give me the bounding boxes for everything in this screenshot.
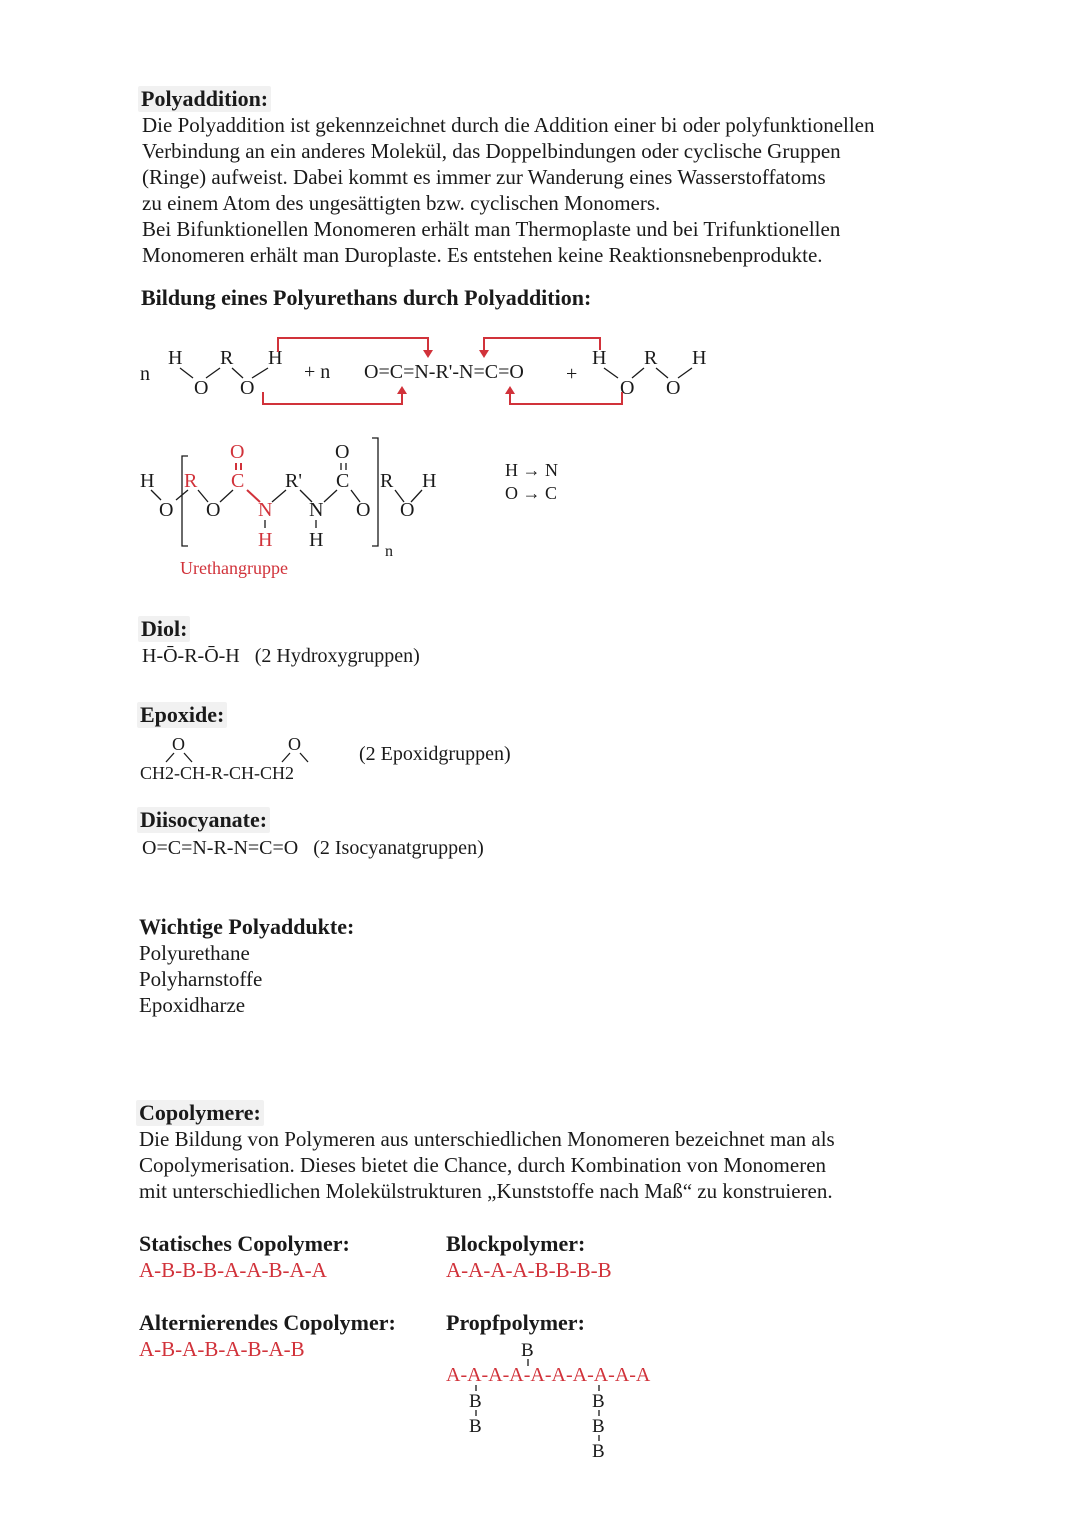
alternierend-sequence: A-B-A-B-A-B-A-B — [139, 1337, 305, 1361]
plus-sign: + — [566, 363, 578, 385]
coefficient-n: n — [140, 363, 150, 385]
diisocyanate-formula: O=C=N-R-N=C=O — [142, 837, 299, 859]
statisch-sequence: A-B-B-B-A-A-B-A-A — [139, 1258, 327, 1282]
branch-b: B — [592, 1416, 605, 1437]
branch-b: B — [521, 1340, 534, 1361]
atom-o: O — [356, 499, 371, 521]
atom-o: O — [206, 499, 221, 521]
atom-o: O — [400, 499, 415, 521]
atom-r: R — [220, 347, 234, 369]
atom-o: O — [194, 377, 209, 399]
diol-heading: Diol: — [138, 616, 190, 642]
text-line: zu einem Atom des ungesättigten bzw. cyclischen Monomers. — [142, 191, 661, 215]
list-item: Epoxidharze — [139, 993, 246, 1017]
diol-note: (2 Hydroxygruppen) — [254, 645, 420, 667]
atom-o: O — [230, 441, 245, 463]
atom-o: O — [335, 441, 350, 463]
alternierend-title: Alternierendes Copolymer: — [139, 1310, 396, 1335]
plus-n: + n — [304, 361, 331, 383]
branch-b: B — [592, 1391, 605, 1412]
atom-r: R — [184, 470, 198, 492]
atom-o: O — [288, 734, 301, 754]
block-title: Blockpolymer: — [446, 1231, 586, 1256]
atom-r: R — [644, 347, 658, 369]
text-line: Copolymerisation. Dieses bietet die Chance, durch Kombination von Monomeren — [139, 1153, 827, 1177]
atom-r: R — [380, 470, 394, 492]
block-sequence: A-A-A-A-B-B-B-B — [446, 1258, 612, 1282]
diol-formula: H-Ō-R-Ō-H — [142, 645, 240, 667]
atom-h: H — [258, 529, 273, 551]
isocyanate-formula: O=C=N-R'-N=C=O — [364, 361, 524, 383]
propf-title: Propfpolymer: — [446, 1310, 585, 1335]
branch-b: B — [469, 1416, 482, 1437]
list-item: Polyurethane — [139, 941, 250, 965]
urethane-group-label: Urethangruppe — [180, 558, 288, 578]
atom-o: O — [172, 734, 185, 754]
copolymere-heading: Copolymere: — [136, 1100, 264, 1126]
text-line: Bei Bifunktionellen Monomeren erhält man Thermoplaste und bei Trifunktionellen — [142, 217, 841, 241]
atom-o: O — [666, 377, 681, 399]
text-line: Die Bildung von Polymeren aus unterschiedlichen Monomeren bezeichnet man als — [139, 1127, 835, 1151]
polyaddukte-heading: Wichtige Polyaddukte: — [139, 914, 355, 939]
epoxide-heading: Epoxide: — [137, 702, 227, 728]
text-line: Monomeren erhält man Duroplaste. Es entstehen keine Reaktionsnebenprodukte. — [142, 243, 823, 267]
migration-h-to-n: H → N — [505, 460, 558, 480]
atom-h: H — [692, 347, 707, 369]
graft-backbone: A-A-A-A-A-A-A-A-A-A — [446, 1364, 651, 1386]
atom-h: H — [268, 347, 283, 369]
atom-r-prime: R' — [285, 470, 302, 492]
branch-b: B — [592, 1441, 605, 1462]
atom-h: H — [140, 470, 155, 492]
diisocyanate-note: (2 Isocyanatgruppen) — [313, 837, 484, 859]
text-line: (Ringe) aufweist. Dabei kommt es immer zur Wanderung eines Wasserstoffatoms — [142, 165, 826, 189]
polyurethan-heading: Bildung eines Polyurethans durch Polyaddition: — [141, 285, 592, 310]
atom-o: O — [159, 499, 174, 521]
atom-n: N — [309, 499, 324, 521]
atom-o: O — [620, 377, 635, 399]
branch-b: B — [469, 1391, 482, 1412]
migration-o-to-c: O → C — [505, 483, 558, 503]
atom-h: H — [592, 347, 607, 369]
atom-n: N — [258, 499, 273, 521]
atom-h: H — [309, 529, 324, 551]
epoxide-note: (2 Epoxidgruppen) — [359, 743, 511, 765]
epoxide-formula: CH2-CH-R-CH-CH2 — [140, 763, 295, 783]
text-line: Verbindung an ein anderes Molekül, das Doppelbindungen oder cyclische Gruppen — [142, 139, 841, 163]
diisocyanate-heading: Diisocyanate: — [137, 807, 270, 833]
atom-h: H — [168, 347, 183, 369]
statisch-title: Statisches Copolymer: — [139, 1231, 350, 1256]
list-item: Polyharnstoffe — [139, 967, 263, 991]
index-n: n — [385, 543, 393, 560]
text-line: Die Polyaddition ist gekennzeichnet durch die Addition einer bi oder polyfunktionellen — [142, 113, 875, 137]
atom-c: C — [231, 470, 245, 492]
text-line: mit unterschiedlichen Molekülstrukturen „Kunststoffe nach Maß“ zu konstruieren. — [139, 1179, 833, 1203]
atom-c: C — [336, 470, 350, 492]
atom-o: O — [240, 377, 255, 399]
polyaddition-heading: Polyaddition: — [138, 86, 271, 112]
atom-h: H — [422, 470, 437, 492]
